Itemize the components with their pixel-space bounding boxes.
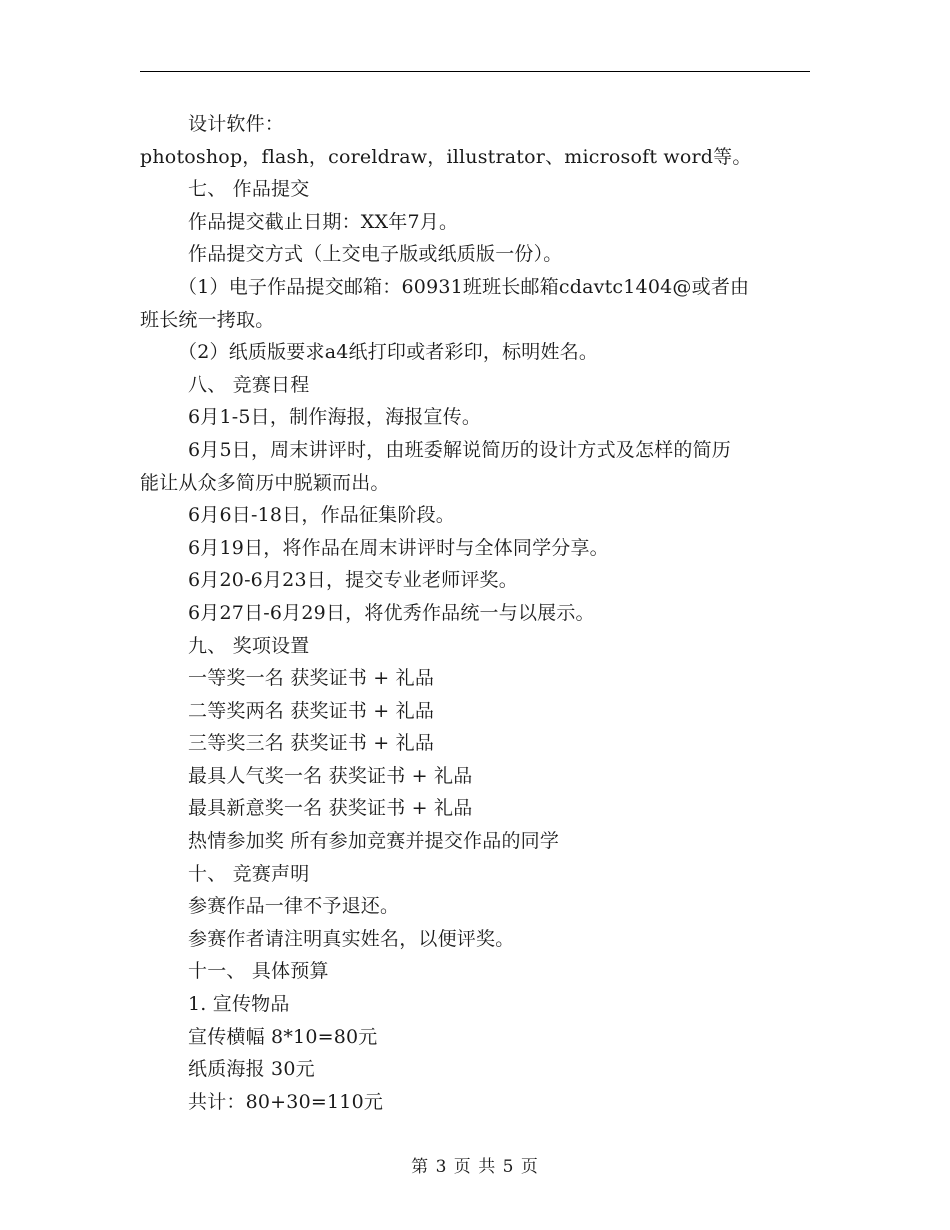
paragraph-line: 作品提交截止日期：XX年7月。 xyxy=(188,210,459,233)
paragraph-line: 班长统一拷取。 xyxy=(140,308,275,331)
paragraph-line: 6月27日-6月29日，将优秀作品统一与以展示。 xyxy=(188,601,595,624)
paragraph-line: 九、 奖项设置 xyxy=(188,634,310,657)
paragraph-line: 参赛作者请注明真实姓名，以便评奖。 xyxy=(188,927,515,950)
paragraph-line: photoshop，flash，coreldraw，illustrator、microsoft word等。 xyxy=(140,145,752,168)
document-body xyxy=(140,108,810,1118)
paragraph-line: 参赛作品一律不予退还。 xyxy=(188,895,400,918)
paragraph-line: 宣传横幅 8*10=80元 xyxy=(188,1025,378,1048)
paragraph-line: 热情参加奖 所有参加竞赛并提交作品的同学 xyxy=(188,830,560,853)
paragraph-line: 十一、 具体预算 xyxy=(188,960,329,983)
paragraph-line: （1）电子作品提交邮箱：60931班班长邮箱cdavtc1404@或者由 xyxy=(178,275,750,298)
paragraph-line: 6月1-5日，制作海报，海报宣传。 xyxy=(188,406,482,429)
paragraph-line: 作品提交方式（上交电子版或纸质版一份）。 xyxy=(188,243,563,266)
paragraph-line: 共计：80+30=110元 xyxy=(188,1090,384,1113)
paragraph-line: 最具人气奖一名 获奖证书 + 礼品 xyxy=(188,764,473,787)
header-rule xyxy=(140,71,810,72)
page-number-footer: 第 3 页 共 5 页 xyxy=(411,1157,539,1177)
paragraph-line: 三等奖三名 获奖证书 + 礼品 xyxy=(188,732,435,755)
paragraph-line: 八、 竞赛日程 xyxy=(188,373,310,396)
paragraph-line: 纸质海报 30元 xyxy=(188,1058,315,1081)
paragraph-line: 6月5日，周末讲评时，由班委解说简历的设计方式及怎样的简历 xyxy=(188,438,731,461)
paragraph-line: 十、 竞赛声明 xyxy=(188,862,310,885)
paragraph-line: （2）纸质版要求a4纸打印或者彩印，标明姓名。 xyxy=(178,341,599,364)
paragraph-line: 设计软件： xyxy=(188,113,285,135)
paragraph-line: 6月6日-18日，作品征集阶段。 xyxy=(188,504,455,527)
paragraph-line: 七、 作品提交 xyxy=(188,178,310,201)
paragraph-line: 1. 宣传物品 xyxy=(188,993,290,1016)
paragraph-line: 6月20-6月23日，提交专业老师评奖。 xyxy=(188,569,518,592)
paragraph-line: 一等奖一名 获奖证书 + 礼品 xyxy=(188,667,435,690)
paragraph-line: 二等奖两名 获奖证书 + 礼品 xyxy=(188,699,435,722)
paragraph-line: 最具新意奖一名 获奖证书 + 礼品 xyxy=(188,797,473,820)
paragraph-line: 6月19日，将作品在周末讲评时与全体同学分享。 xyxy=(188,536,609,559)
paragraph-line: 能让从众多简历中脱颖而出。 xyxy=(140,471,390,494)
